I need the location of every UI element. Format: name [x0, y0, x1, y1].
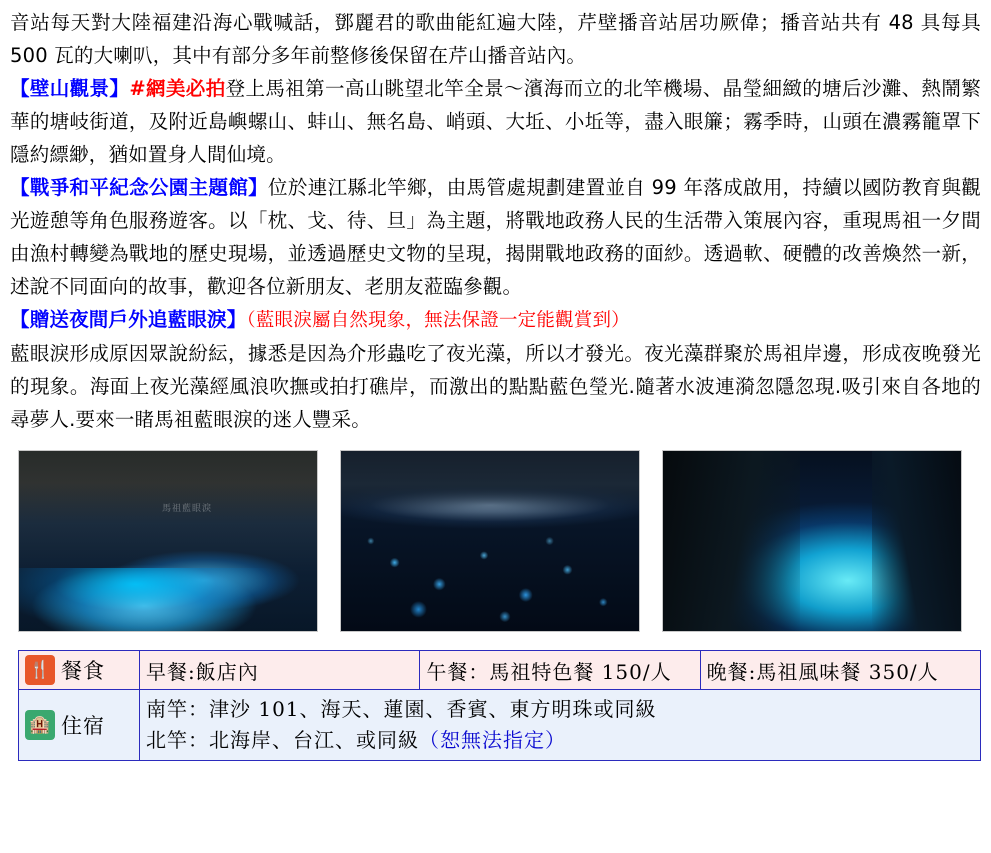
paragraph-bluetears-title [10, 303, 981, 337]
table-row-meal [19, 651, 981, 690]
stay-label-text: 住宿 [61, 714, 105, 738]
photo-watermark: 馬祖藍眼淚 [162, 504, 213, 515]
cell-stay-content [140, 690, 981, 761]
paragraph-warpeace [10, 171, 981, 303]
bed-icon: 🏨 [25, 710, 55, 740]
cell-lunch: 午餐：馬祖特色餐 150/人 [420, 651, 700, 690]
photo-bluetears-cliff [18, 450, 318, 632]
heading-bluetears: 【贈送夜間戶外追藍眼淚】 [10, 308, 247, 331]
fork-knife-icon: 🍴 [25, 655, 55, 685]
paragraph-bishan [10, 72, 981, 171]
photo-bluetears-sea [340, 450, 640, 632]
paragraph-warpeace-text: 位於連江縣北竿鄉，由馬管處規劃建置並自 99 年落成啟用，持續以國防教育與觀光遊憩等角色服務遊客。以「枕、戈、待、旦」為主題，將戰地政務人民的生活帶入策展內容，重現馬祖一夕間由漁村轉變為戰地的歷史現場，並透過歷史文物的呈現，揭開戰地政務的面紗。透過軟、硬體的改善煥然一新，述說不同面向的故事，歡迎各位新朋友、老朋友蒞臨參觀。 [10, 176, 982, 298]
heading-warpeace: 【戰爭和平紀念公園主題館】 [10, 176, 269, 199]
meal-label-text: 餐食 [61, 659, 105, 683]
cell-meal-label [19, 651, 140, 690]
paragraph-intro-text: 音站每天對大陸福建沿海心戰喊話，鄧麗君的歌曲能紅遍大陸，芹壁播音站居功厥偉；播音站共有 48 具每具 500 瓦的大喇叭，其中有部分多年前整修後保留在芹山播音站內。 [10, 11, 981, 67]
stay-line-beigan-note: （恕無法指定） [419, 728, 566, 752]
paragraph-intro [10, 6, 981, 72]
paragraph-bishan-text: 登上馬祖第一高山眺望北竿全景～濱海而立的北竿機場、晶瑩細緻的塘后沙灘、熱鬧繁華的塘岐街道，及附近島嶼螺山、蚌山、無名島、峭頭、大坵、小坵等，盡入眼簾；霧季時，山頭在濃霧籠罩下隱約縹緲，猶如置身人間仙境。 [10, 77, 981, 166]
stay-line-beigan-text: 北竿：北海岸、台江、或同級 [146, 728, 419, 752]
photo-bluetears-cove [662, 450, 962, 632]
photo-row [10, 450, 981, 632]
itinerary-table [18, 650, 981, 761]
cell-dinner: 晚餐:馬祖風味餐 350/人 [700, 651, 980, 690]
paragraph-bluetears-text: 藍眼淚形成原因眾說紛紜，據悉是因為介形蟲吃了夜光藻，所以才發光。夜光藻群聚於馬祖岸邊，形成夜晚發光的現象。海面上夜光藻經風浪吹撫或拍打礁岸，而激出的點點藍色瑩光.隨著水波連漪忽隱忽現.吸引來自各地的尋夢人.要來一睹馬祖藍眼淚的迷人豐采。 [10, 342, 981, 431]
heading-bishan: 【壁山觀景】 [10, 77, 130, 100]
cell-stay-label [19, 690, 140, 761]
stay-line-nangan: 南竿：津沙 101、海天、蓮園、香賓、東方明珠或同級 [146, 697, 657, 721]
paragraph-bluetears-body [10, 337, 981, 436]
stay-line-beigan [146, 725, 974, 756]
table-row-stay [19, 690, 981, 761]
note-bluetears: （藍眼淚屬自然現象，無法保證一定能觀賞到） [246, 310, 630, 331]
hashtag-bishan: #網美必拍 [129, 77, 226, 100]
cell-breakfast: 早餐:飯店內 [140, 651, 420, 690]
